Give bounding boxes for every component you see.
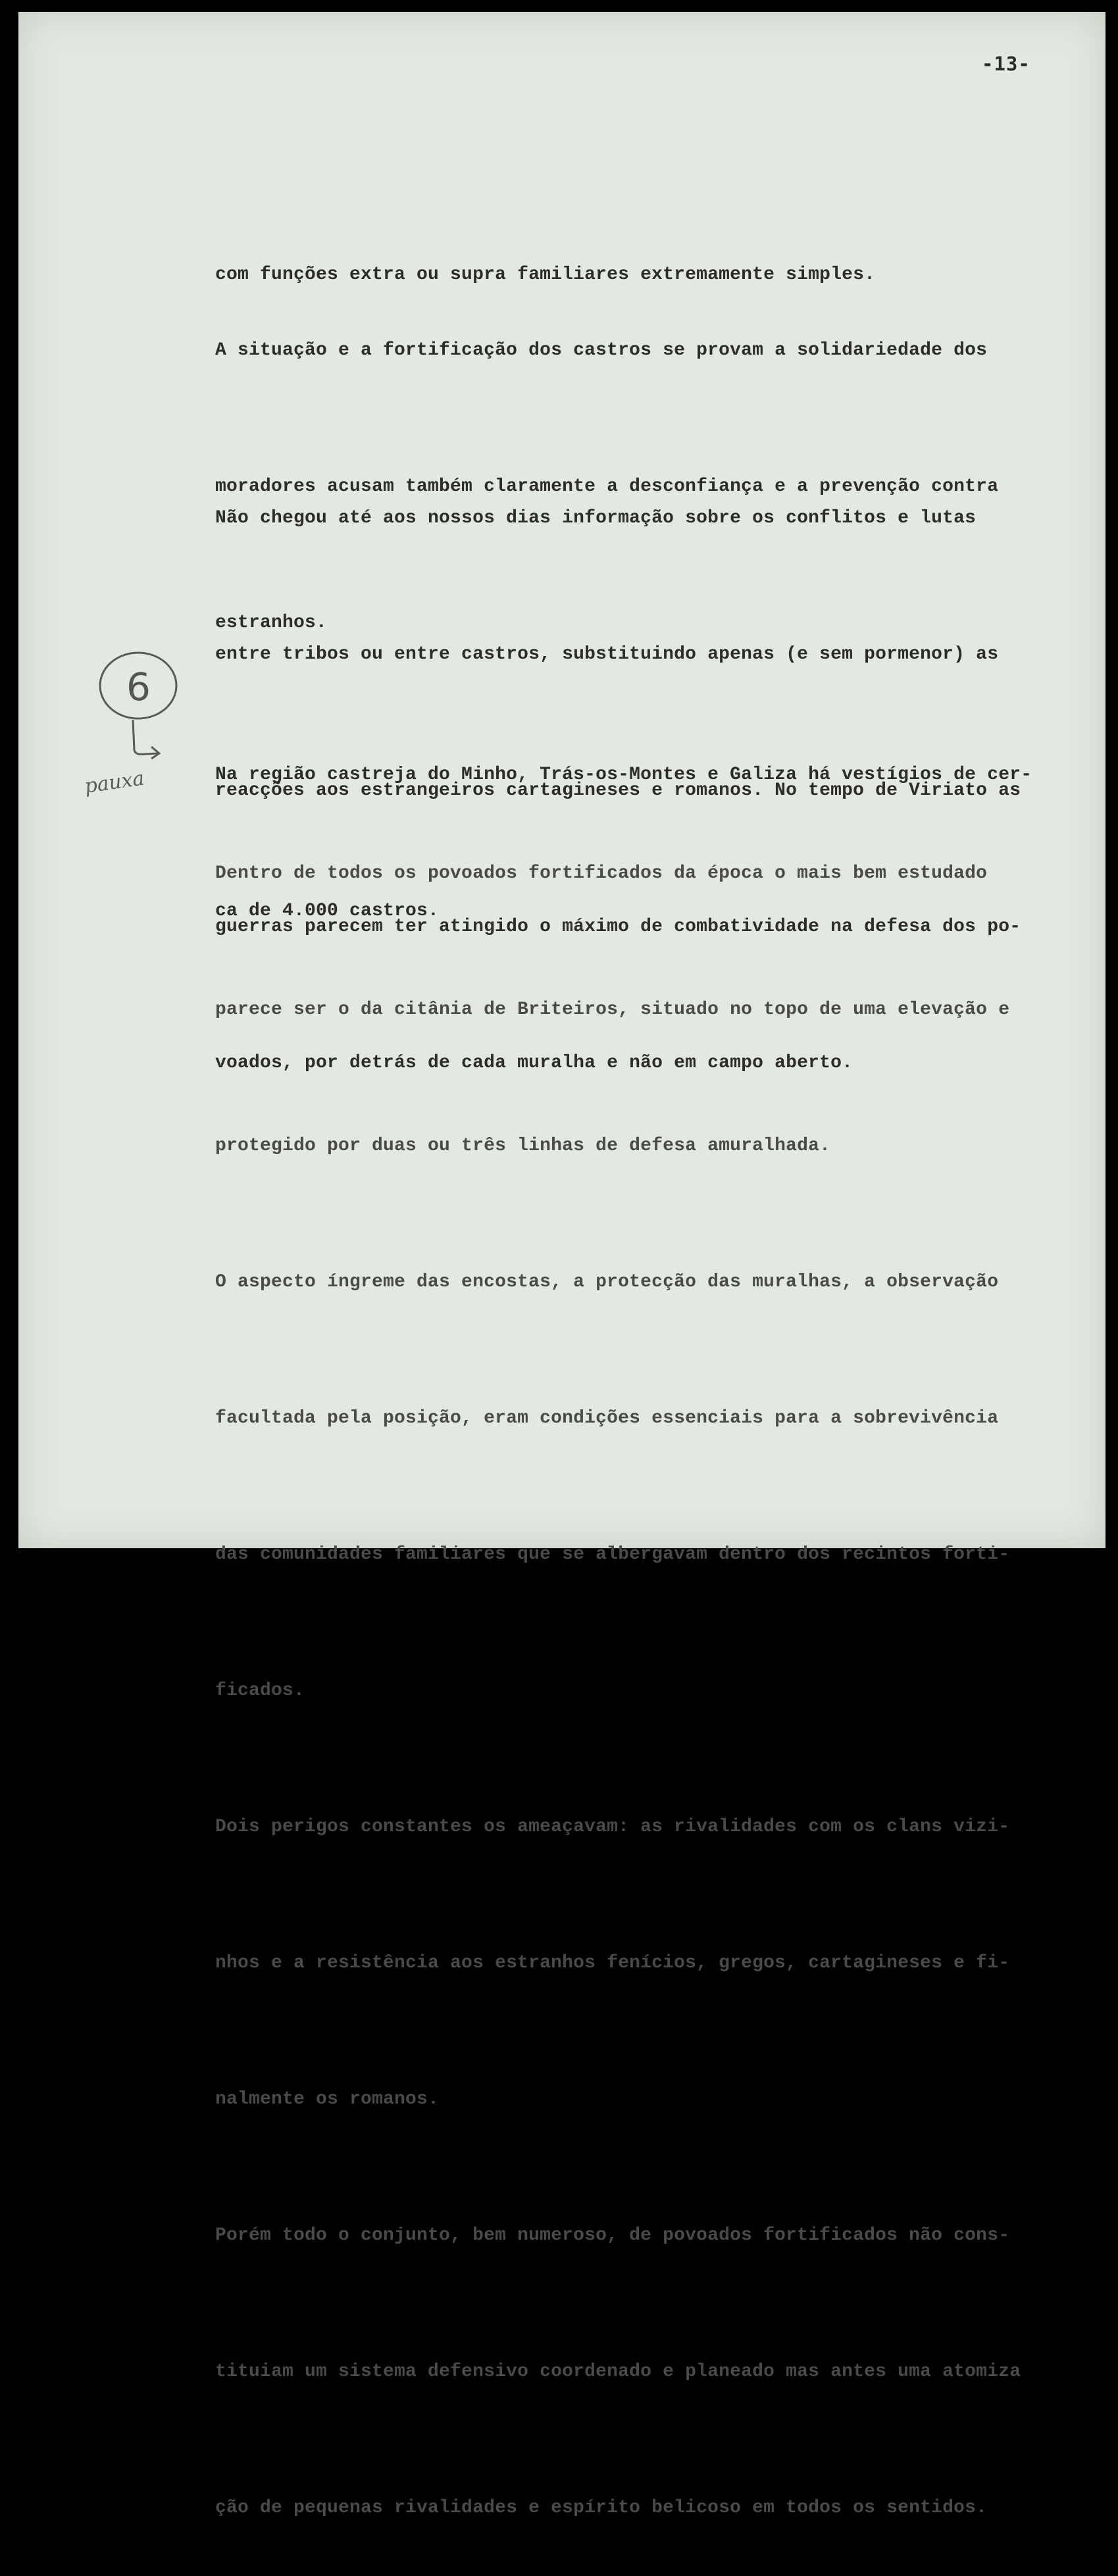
text-line: nhos e a resistência aos estranhos fenícios, gregos, cartagineses e fi-: [215, 1953, 1010, 1973]
text-line: das comunidades familiares que se albergavam dentro dos recintos forti-: [215, 1544, 1010, 1565]
page-number: -13-: [982, 53, 1030, 75]
text-line: moradores acusam também claramente a desconfiança e a prevenção contra: [215, 476, 999, 497]
text-line: Dois perigos constantes os ameaçavam: as rivalidades com os clans vizi-: [215, 1817, 1010, 1837]
text-line: tituiam um sistema defensivo coordenado e planeado mas antes uma atomiza: [215, 2361, 1021, 2382]
text-line: nalmente os romanos.: [215, 2089, 440, 2109]
text-line: guerras parecem ter atingido o máximo de combatividade na defesa dos po-: [215, 917, 1021, 937]
text-line: Dentro de todos os povoados fortificados da época o mais bem estudado: [215, 863, 988, 884]
margin-note: pauxa: [83, 767, 146, 798]
text-line: com funções extra ou supra familiares extremamente simples.: [215, 265, 876, 285]
text-line: estranhos.: [215, 613, 328, 633]
circled-number: 6: [126, 665, 151, 709]
text-line: facultada pela posição, eram condições essenciais para a sobrevivência: [215, 1408, 999, 1428]
text-line: ca de 4.000 castros.: [215, 901, 440, 921]
text-line: Não chegou até aos nossos dias informação sobre os conflitos e lutas: [215, 508, 977, 528]
paragraph-5: [215, 760, 1021, 2576]
text-line: reacções aos estrangeiros cartagineses e romanos. No tempo de Viriato as: [215, 780, 1021, 801]
text-line: ficados.: [215, 1680, 305, 1701]
text-line: O aspecto íngreme das encostas, a protecção das muralhas, a observação: [215, 1272, 999, 1292]
text-line: Porém todo o conjunto, bem numeroso, de povoados fortificados não cons-: [215, 2225, 1010, 2246]
text-line: Na região castreja do Minho, Trás-os-Montes e Galiza há vestígios de cer-: [215, 765, 1032, 785]
text-line: protegido por duas ou três linhas de defesa amuralhada.: [215, 1136, 831, 1156]
text-line: entre tribos ou entre castros, substituindo apenas (e sem pormenor) as: [215, 644, 999, 665]
handwritten-annotation: [83, 651, 197, 816]
text-line: voados, por detrás de cada muralha e não em campo aberto.: [215, 1053, 853, 1073]
text-line: ção de pequenas rivalidades e espírito belicoso em todos os sentidos.: [215, 2498, 988, 2518]
text-line: A situação e a fortificação dos castros se provam a solidariedade dos: [215, 340, 988, 361]
annotation-drawing: [83, 651, 197, 816]
text-line: parece ser o da citânia de Briteiros, situado no topo de uma elevação e: [215, 999, 1010, 1020]
